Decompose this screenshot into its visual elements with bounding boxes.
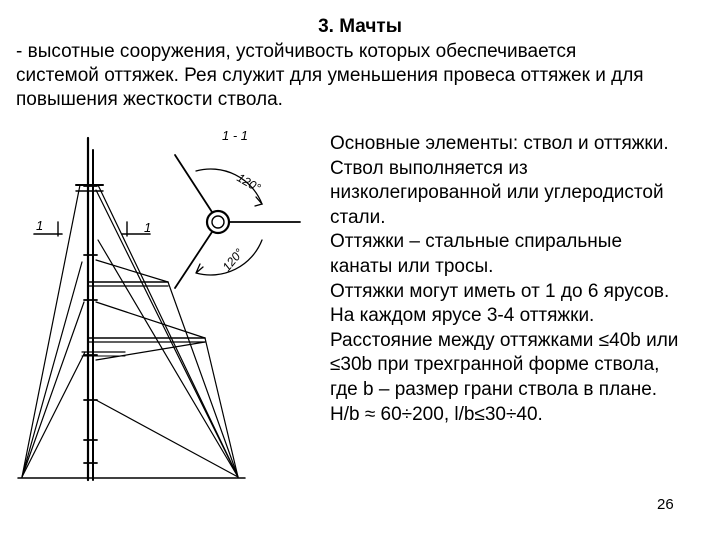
plan-view (175, 155, 300, 288)
intro-line: повышения жесткости ствола. (16, 89, 283, 110)
description-line: где b – размер грани ствола в плане. (330, 378, 658, 400)
shaft-joints (84, 186, 97, 463)
description-line: ≤30b при трехгранной форме ствола, (330, 354, 660, 376)
description-line: стали. (330, 206, 386, 228)
description-line: Оттяжки – стальные спиральные (330, 231, 623, 253)
guy-wires (22, 185, 238, 477)
cut-label-left: 1 (36, 218, 44, 233)
intro-line: - высотные сооружения, устойчивость которых обеспечивается (16, 41, 577, 62)
description-line: канаты или тросы. (330, 255, 494, 277)
slide-title: 3. Мачты (318, 16, 402, 37)
mast-section-circle (207, 211, 229, 233)
page-number: 26 (657, 496, 674, 513)
description-line: H/b ≈ 60÷200, l/b≤30÷40. (330, 403, 543, 425)
plan-guy-lower (175, 232, 212, 288)
cut-label-right: 1 (144, 220, 152, 235)
intro-paragraph (16, 40, 706, 112)
description-paragraph (330, 132, 710, 427)
intro-line: системой оттяжек. Рея служит для уменьшения провеса оттяжек и для (16, 65, 644, 86)
description-line: На каждом ярусе 3-4 оттяжки. (330, 305, 595, 327)
description-line: Ствол выполняется из (330, 157, 528, 179)
description-line: низколегированной или углеродистой (330, 182, 664, 204)
plan-guy-upper (175, 155, 212, 212)
description-line: Основные элементы: ствол и оттяжки. (330, 133, 669, 154)
description-line: Расстояние между оттяжками ≤40b или (330, 329, 679, 351)
angle-label-top: 120° (234, 170, 264, 196)
section-label: 1 - 1 (222, 128, 249, 143)
mast-diagram (0, 118, 320, 488)
description-line: Оттяжки могут иметь от 1 до 6 ярусов. (330, 280, 670, 302)
angle-label-bottom: 120° (219, 245, 247, 274)
